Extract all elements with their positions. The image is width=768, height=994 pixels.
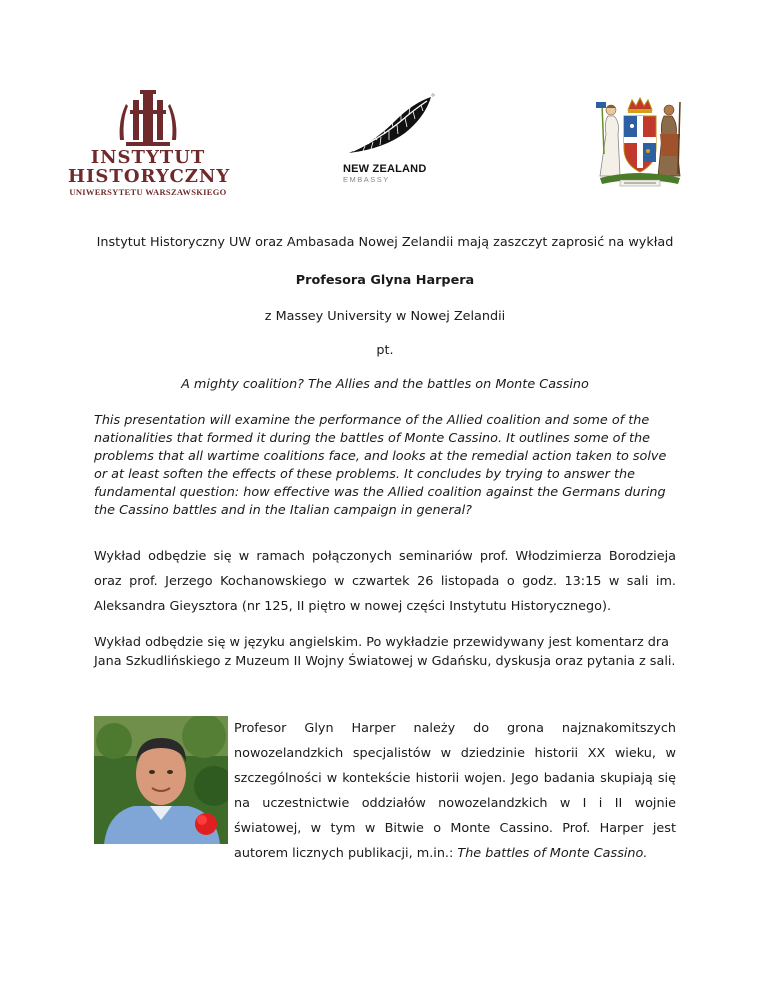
nz-embassy-sub: EMBASSY: [343, 175, 390, 184]
nz-embassy-name: NEW ZEALAND: [343, 163, 427, 175]
instytut-emblem-icon: [116, 90, 180, 148]
silver-fern-icon: [343, 93, 435, 157]
pt-label: pt.: [376, 343, 394, 358]
lecture-language-note: Wykład odbędzie się w języku angielskim. Po wykładzie przewidywany jest komentarz dra Jana Szkudlińskiego z Muzeum II Wojny Światowej w Gdańsku, dyskusja oraz pytania z sali.: [94, 635, 676, 669]
speaker-bio-text: Profesor Glyn Harper należy do grona najznakomitszych nowozelandzkich specjalistów w dziedzinie historii XX wieku, w szczególności w kontekście historii wojen. Jego badania skupiają się na uczestnictwie oddziałów nowozelandzkich w I i II wojnie światowej, w tym w Bitwie o Monte Cassino. Prof. Harper jest autorem licznych publikacji, m.in.:: [234, 721, 676, 861]
nz-embassy-logo: [343, 93, 453, 184]
lecture-details: Wykład odbędzie się w ramach połączonych seminariów prof. Włodzimierza Borodzieja oraz prof. Jerzego Kochanowskiego w czwartek 26 listopada o godz. 13:15 w sali im. Aleksandra Gieysztora (nr 125, II piętro w nowej części Instytutu Historycznego).: [94, 549, 676, 614]
logo-bar: [0, 0, 768, 200]
speaker-portrait: [94, 716, 228, 844]
invitation-intro: Instytut Historyczny UW oraz Ambasada Nowej Zelandii mają zaszczyt zaprosić na wykład: [96, 235, 674, 250]
invitation-body: [94, 232, 676, 671]
lecture-abstract: This presentation will examine the performance of the Allied coalition and some of the nationalities that formed it during the battles of Monte Cassino. It outlines some of the problems that all wartime coalitions face, and looks at the remedial action taken to solve or at least soften the effects of these problems. It concludes by trying to answer the fundamental question: how effective was the Allied coalition against the Germans during the Cassino battles and in the Italian campaign in general?: [94, 413, 667, 518]
instytut-line2: HISTORYCZNY: [68, 166, 231, 187]
instytut-line1: INSTYTUT: [90, 147, 206, 168]
instytut-historyczny-logo: [68, 90, 231, 197]
speaker-affiliation: z Massey University w Nowej Zelandii: [264, 309, 506, 324]
lecture-title: A mighty coalition? The Allies and the battles on Monte Cassino: [181, 377, 589, 392]
speaker-bio: [234, 716, 676, 866]
speaker-name: Profesora Glyna Harpera: [295, 273, 475, 288]
speaker-book-title: The battles of Monte Cassino.: [457, 846, 648, 861]
nz-coat-of-arms-icon: [590, 94, 690, 192]
instytut-line3: UNIWERSYTETU WARSZAWSKIEGO: [69, 187, 227, 197]
